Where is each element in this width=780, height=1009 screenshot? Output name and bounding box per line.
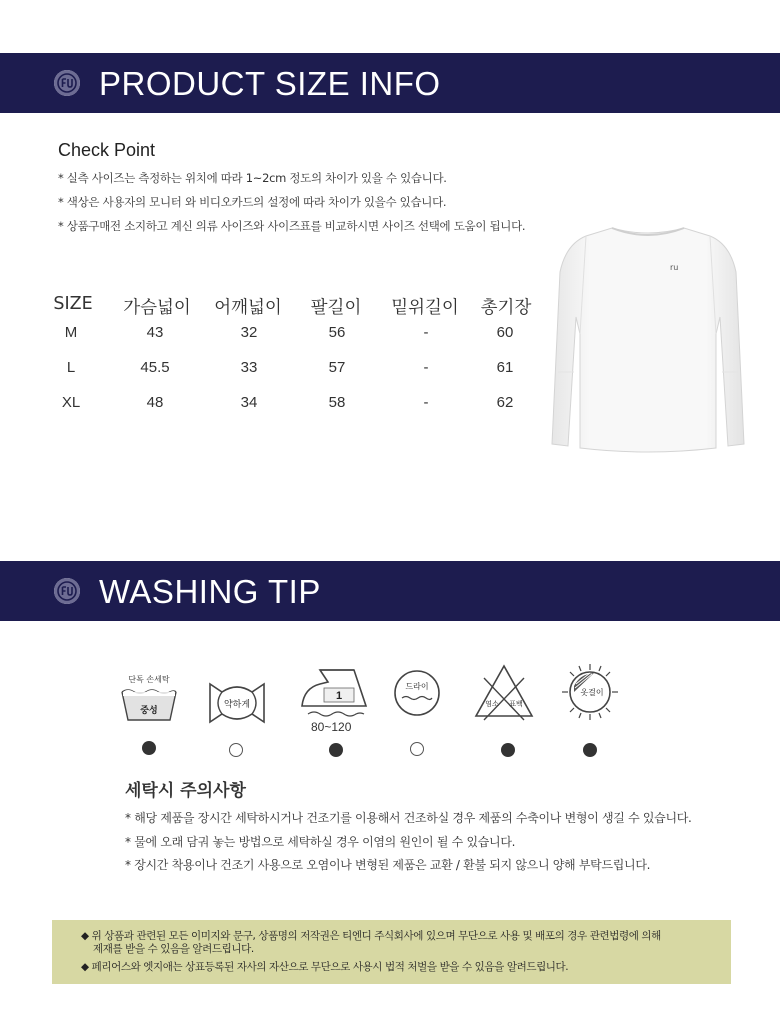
size-cell: 48	[146, 394, 164, 411]
size-header: 밑위길이	[391, 298, 459, 318]
hanger-dry-icon	[560, 662, 620, 722]
size-header: SIZE	[53, 294, 93, 314]
copyright-notice	[52, 920, 731, 984]
iron-temperature-label: 80~120	[311, 720, 352, 734]
size-cell: -	[423, 394, 429, 411]
hanger-dry-inner-label: 옷걸이	[580, 688, 604, 697]
brand-logo-icon	[54, 70, 80, 96]
size-cell: 32	[240, 324, 258, 341]
no-bleach-left-label: 염소	[485, 700, 499, 708]
size-cell: 45.5	[140, 359, 170, 376]
size-cell: -	[423, 324, 429, 341]
check-note: * 색상은 사용자의 모니터 와 비디오카드의 설정에 따라 차이가 있을수 있습니다.	[58, 195, 447, 209]
iron-icon	[298, 666, 370, 722]
wash-option-selected-dot	[583, 743, 597, 757]
wash-option-selected-dot	[501, 743, 515, 757]
wash-option-selected-dot	[329, 743, 343, 757]
caution-title: 세탁시 주의사항	[125, 781, 246, 801]
svg-text:ru: ru	[670, 263, 679, 272]
copyright-line: 제재를 받을 수 있음을 알려드립니다.	[93, 943, 254, 955]
hand-wash-inner-label: 중성	[140, 706, 158, 716]
size-cell: 62	[496, 394, 514, 411]
check-point-title: Check Point	[58, 140, 156, 160]
size-table	[0, 292, 560, 422]
no-bleach-right-label: 표백	[509, 700, 523, 708]
size-cell: 33	[240, 359, 258, 376]
hand-wash-icon	[118, 670, 180, 732]
delicate-inner-label: 약하게	[223, 700, 251, 710]
dry-clean-inner-label: 드라이	[405, 682, 429, 691]
size-cell: 34	[240, 394, 258, 411]
size-cell: 60	[496, 324, 514, 341]
size-header: 가슴넓이	[123, 298, 191, 318]
copyright-line: ◆ 페리어스와 엣지애는 상표등록된 자사의 자산으로 무단으로 사용시 법적 처벌을 받을 수 있음을 알려드립니다.	[81, 961, 569, 973]
size-cell: 43	[146, 324, 164, 341]
wash-option-empty-dot	[410, 742, 424, 756]
washing-tip-title: WASHING TIP	[99, 573, 321, 610]
wash-option-selected-dot	[142, 741, 156, 755]
size-header: 총기장	[480, 298, 532, 318]
caution-item: * 해당 제품을 장시간 세탁하시거나 건조기를 이용해서 건조하실 경우 제품의 수축이나 변형이 생길 수 있습니다.	[125, 811, 692, 825]
hand-wash-top-label: 단독 손세탁	[128, 675, 170, 684]
dry-clean-icon	[392, 668, 442, 718]
size-cell: 56	[328, 324, 346, 341]
size-info-title: PRODUCT SIZE INFO	[99, 65, 441, 102]
iron-level-label: 1	[335, 690, 343, 702]
size-cell: XL	[61, 394, 81, 411]
size-cell: 61	[496, 359, 514, 376]
size-info-banner	[0, 53, 780, 113]
product-shirt-image	[550, 222, 746, 454]
wash-care-icons	[0, 660, 780, 760]
size-cell: L	[66, 359, 76, 376]
washing-tip-banner	[0, 561, 780, 621]
caution-item: * 물에 오래 담궈 놓는 방법으로 세탁하실 경우 이염의 원인이 될 수 있습니다.	[125, 835, 516, 849]
size-cell: M	[64, 324, 78, 341]
no-bleach-icon	[472, 662, 536, 722]
size-cell: 57	[328, 359, 346, 376]
size-cell: 58	[328, 394, 346, 411]
copyright-line: ◆ 위 상품과 관련된 모든 이미지와 문구, 상품명의 저작권은 티엔디 주식회사에 있으며 무단으로 사용 및 배포의 경우 관련법령에 의해	[81, 930, 661, 942]
delicate-wash-icon	[198, 680, 276, 726]
size-header: 팔길이	[310, 298, 362, 318]
brand-logo-icon	[54, 578, 80, 604]
check-note: * 실측 사이즈는 측정하는 위치에 따라 1~2cm 정도의 차이가 있을 수 있습니다.	[58, 171, 447, 185]
size-header: 어깨넓이	[214, 298, 282, 318]
wash-option-empty-dot	[229, 743, 243, 757]
caution-item: * 장시간 착용이나 건조기 사용으로 오염이나 변형된 제품은 교환 / 환불 되지 않으니 양해 부탁드립니다.	[125, 858, 651, 872]
check-note: * 상품구매전 소지하고 계신 의류 사이즈와 사이즈표를 비교하시면 사이즈 선택에 도움이 됩니다.	[58, 219, 526, 233]
size-cell: -	[423, 359, 429, 376]
